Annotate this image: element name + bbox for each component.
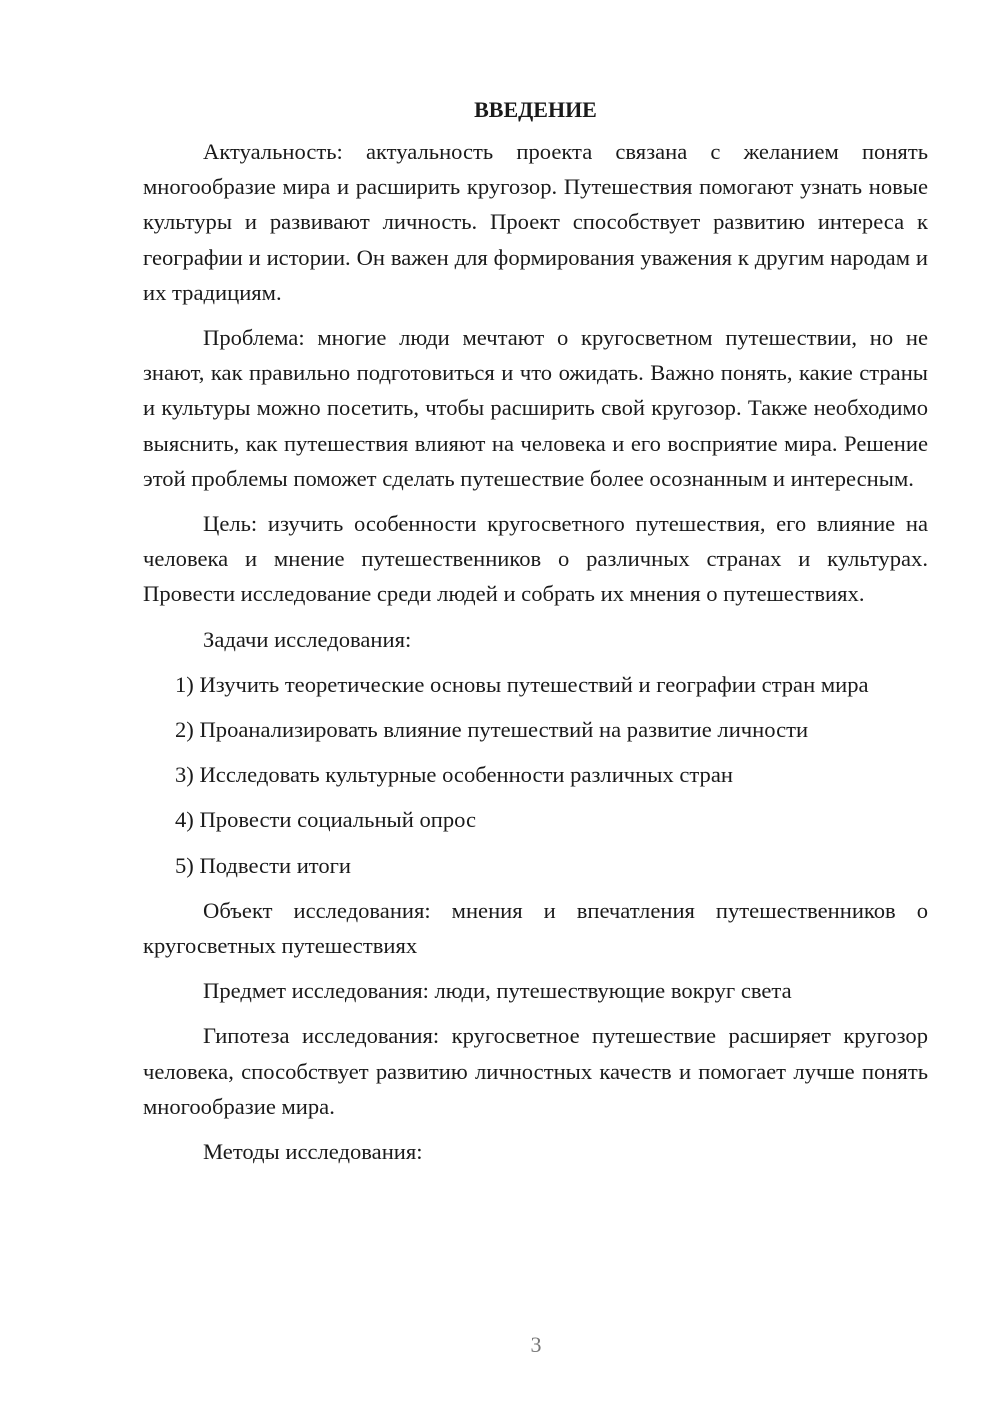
paragraph-goal: Цель: изучить особенности кругосветного путешествия, его влияние на человека и мнение путешественников о различных странах и культурах. Провести исследование среди людей и собрать их мнения о путешествиях. — [143, 511, 928, 607]
paragraph-object: Объект исследования: мнения и впечатления путешественников о кругосветных путешествиях — [143, 897, 928, 959]
paragraph-relevance: Актуальность: актуальность проекта связана с желанием понять многообразие мира и расширить кругозор. Путешествия помогают узнать новые культуры и развивают личность. Проект способствует развитию интереса к географии и истории. Он важен для формирования уважения к другим народам и их традициям. — [143, 139, 928, 305]
document-page — [143, 92, 928, 1179]
paragraph-hypothesis: Гипотеза исследования: кругосветное путешествие расширяет кругозор человека, способствует развитию личностных качеств и помогает лучше понять многообразие мира. — [143, 1023, 928, 1119]
list-item: 4) Провести социальный опрос — [175, 807, 477, 833]
tasks-heading: Задачи исследования: — [203, 626, 412, 652]
tasks-list — [143, 667, 928, 883]
paragraph-problem: Проблема: многие люди мечтают о кругосветном путешествии, но не знают, как правильно подготовиться и что ожидать. Важно понять, какие страны и культуры можно посетить, чтобы расширить свой кругозор. Также необходимо выяснить, как путешествия влияют на человека и его восприятие мира. Решение этой проблемы поможет сделать путешествие более осознанным и интересным. — [143, 325, 928, 491]
list-item: 5) Подвести итоги — [175, 852, 352, 878]
methods-heading: Методы исследования: — [203, 1139, 423, 1165]
paragraph-subject: Предмет исследования: люди, путешествующие вокруг света — [203, 978, 792, 1004]
list-item: 3) Исследовать культурные особенности различных стран — [175, 762, 733, 788]
list-item: 1) Изучить теоретические основы путешествий и географии стран мира — [175, 671, 869, 697]
list-item: 2) Проанализировать влияние путешествий на развитие личности — [175, 717, 809, 743]
page-number: 3 — [530, 1332, 542, 1357]
section-title: ВВЕДЕНИЕ — [474, 97, 597, 122]
